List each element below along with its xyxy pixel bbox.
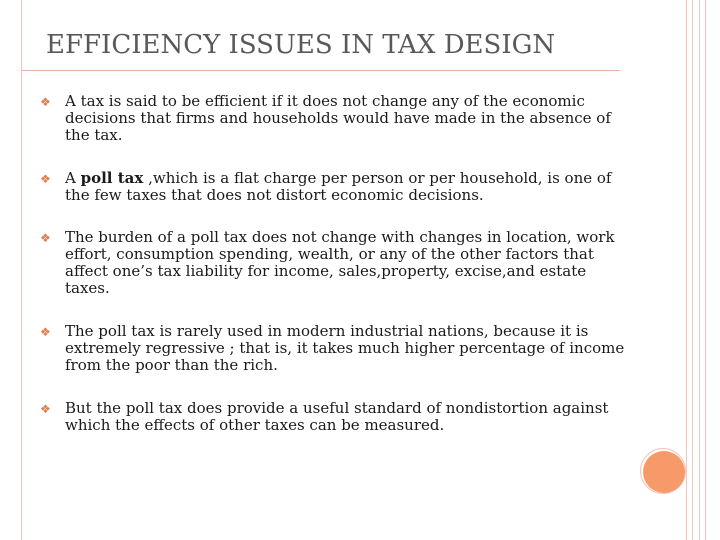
bullet-text: A tax is said to be efficient if it does not change any of the economic decisions that firms and households would have made in the absence of the tax.	[65, 92, 611, 144]
bullet-text-emphasis: poll tax	[80, 169, 144, 187]
right-decor-line	[699, 0, 700, 540]
left-border-line	[21, 0, 22, 540]
title-underline	[22, 70, 620, 71]
bullet-text: The burden of a poll tax does not change with changes in location, work effort, consumption spending, wealth, or any of the other factors that affect one’s tax liability for income, sales,property, excise,and estate taxes.	[65, 228, 615, 297]
bullet-item	[40, 400, 630, 434]
bullet-item	[40, 229, 630, 297]
slide-title: EFFICIENCY ISSUES IN TAX DESIGN	[46, 30, 556, 60]
right-decor-line	[705, 0, 706, 540]
hollow-diamond-icon: ❖	[40, 172, 51, 186]
bullet-text-prefix: A	[65, 169, 81, 187]
hollow-diamond-icon: ❖	[40, 325, 51, 339]
right-decor-line	[692, 0, 693, 540]
right-decor-line	[686, 0, 687, 540]
hollow-diamond-icon: ❖	[40, 231, 51, 245]
hollow-diamond-icon: ❖	[40, 95, 51, 109]
bullet-list	[40, 93, 630, 434]
bullet-item	[40, 323, 630, 374]
decor-circle	[643, 451, 685, 493]
hollow-diamond-icon: ❖	[40, 402, 51, 416]
bullet-item	[40, 170, 630, 204]
bullet-text: But the poll tax does provide a useful standard of nondistortion against which the effects of other taxes can be measured.	[65, 399, 609, 434]
bullet-text: The poll tax is rarely used in modern industrial nations, because it is extremely regressive ; that is, it takes much higher percentage of income from the poor than the rich.	[65, 322, 625, 374]
bullet-text-suffix: ,which is a flat charge per person or per household, is one of the few taxes that does not distort economic decisions.	[65, 169, 612, 204]
bullet-item	[40, 93, 630, 144]
